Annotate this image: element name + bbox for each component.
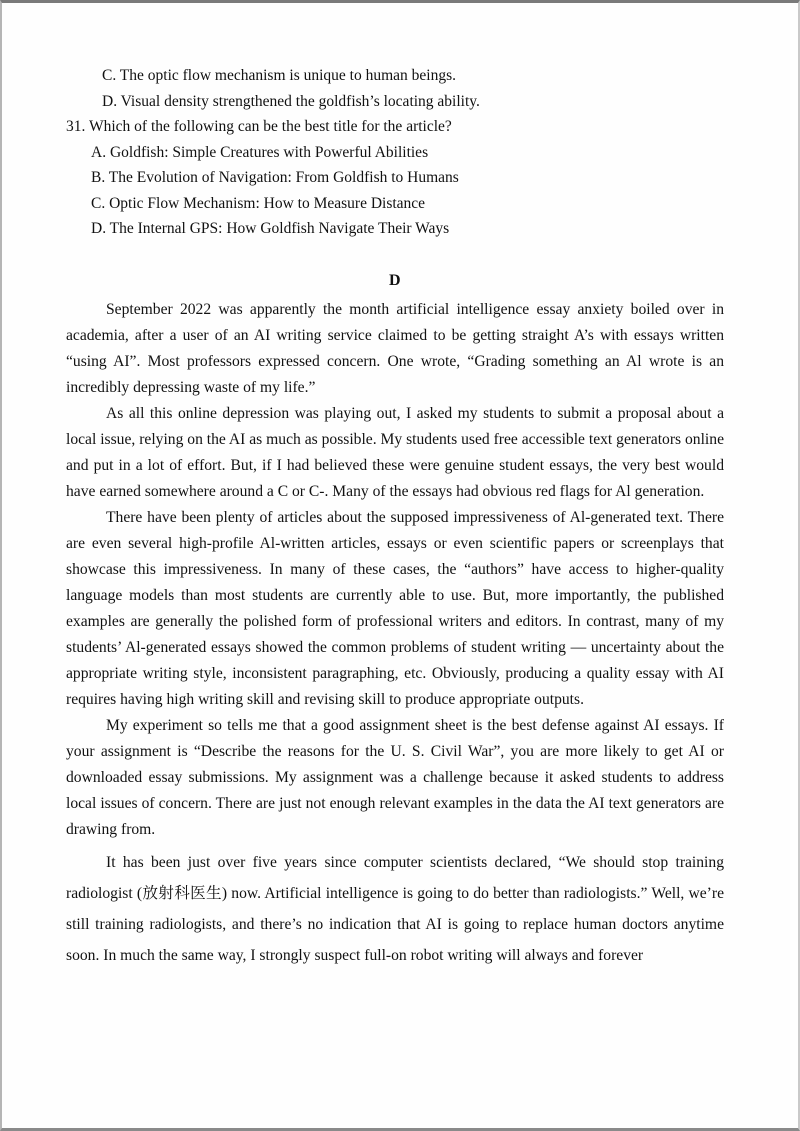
passage-paragraph-5: It has been just over five years since computer scientists declared, “We should stop training radiologist (放射科医生) now. Artificial intelligence is going to do better than radiologists.” Well, we’re still training radiologists, and there’s no indication that AI is going to replace human doctors anytime soon. In much the same way, I strongly suspect full-on robot writing will always and forever xyxy=(66,853,724,964)
question-31-stem: 31. Which of the following can be the best title for the article? xyxy=(66,118,452,135)
page-content xyxy=(2,3,798,971)
questions-block xyxy=(66,63,724,242)
question-31-option-a: A. Goldfish: Simple Creatures with Powerful Abilities xyxy=(91,143,429,161)
option-c-previous-question: C. The optic flow mechanism is unique to human beings. xyxy=(102,67,457,84)
passage-paragraph-1: September 2022 was apparently the month artificial intelligence essay anxiety boiled over in academia, after a user of an AI writing service claimed to be getting straight A’s with essays written “using AI”. Most professors expressed concern. One wrote, “Grading something an Al wrote is an incredibly depressing waste of my life.” xyxy=(66,300,724,396)
question-31-option-c: C. Optic Flow Mechanism: How to Measure Distance xyxy=(91,194,426,212)
passage-section-heading: D xyxy=(388,271,402,289)
passage-paragraph-4: My experiment so tells me that a good assignment sheet is the best defense against AI essays. If your assignment is “Describe the reasons for the U. S. Civil War”, you are more likely to get AI or downloaded essay submissions. My assignment was a challenge because it asked students to address local issues of concern. There are just not enough relevant examples in the data the AI text generators are drawing from. xyxy=(66,716,724,838)
question-31-option-b: B. The Evolution of Navigation: From Goldfish to Humans xyxy=(91,169,459,186)
question-31-option-d: D. The Internal GPS: How Goldfish Navigate Their Ways xyxy=(91,220,450,237)
passage-paragraph-2: As all this online depression was playing out, I asked my students to submit a proposal about a local issue, relying on the AI as much as possible. My students used free accessible text generators online and put in a lot of effort. But, if I had believed these were genuine student essays, the very best would have earned somewhere around a C or C-. Many of the essays had obvious red flags for Al generation. xyxy=(66,404,724,500)
option-d-previous-question: D. Visual density strengthened the goldfish’s locating ability. xyxy=(102,92,480,110)
passage-d-body xyxy=(66,297,724,971)
passage-paragraph-3: There have been plenty of articles about the supposed impressiveness of Al-generated text. There are even several high-profile Al-written articles, essays or even scientific papers or screenplays that showcase this impressiveness. In many of these cases, the “authors” have access to higher-quality language models than most students are currently able to use. But, more importantly, the published examples are generally the polished form of professional writers and editors. In contrast, many of my students’ Al-generated essays showed the common problems of student writing — uncertainty about the appropriate writing style, inconsistent paragraphing, etc. Obviously, producing a quality essay with AI requires having high writing skill and revising skill to produce appropriate outputs. xyxy=(66,508,724,708)
